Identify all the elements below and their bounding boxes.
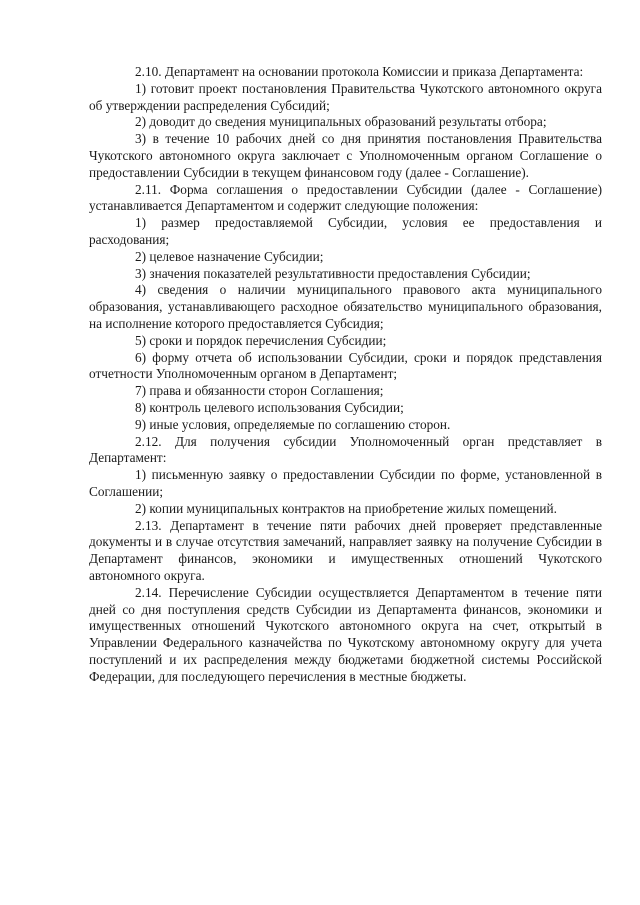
paragraph-2-11-item-3: 3) значения показателей результативности предоставления Субсидии; [135, 265, 531, 281]
paragraph-2-11-item-6: 6) форму отчета об использовании Субсидии, сроки и порядок представления отчетности Уполномоченным органом в Департамент; [89, 349, 602, 382]
document-page [89, 64, 602, 685]
paragraph-2-11-item-5: 5) сроки и порядок перечисления Субсидии; [135, 332, 387, 348]
paragraph-2-10-item-1: 1) готовит проект постановления Правительства Чукотского автономного округа об утверждении распределения Субсидий; [89, 80, 602, 113]
paragraph-2-11-item-4: 4) сведения о наличии муниципального правового акта муниципального образования, устанавливающего расходное обязательство муниципального образования, на исполнение которого предоставляется Субсидия; [89, 282, 602, 331]
paragraph-2-12-item-1: 1) письменную заявку о предоставлении Субсидии по форме, установленной в Соглашении; [89, 467, 602, 499]
paragraph-2-11: 2.11. Форма соглашения о предоставлении Субсидии (далее - Соглашение) устанавливается Департаментом и содержит следующие положения: [89, 181, 602, 214]
paragraph-2-10-item-3: 3) в течение 10 рабочих дней со дня принятия постановления Правительства Чукотского автономного округа заключает с Уполномоченным органом Соглашение о предоставлении Субсидии в текущем финансовом году (далее - Соглашение). [89, 131, 602, 180]
paragraph-2-11-item-2: 2) целевое назначение Субсидии; [135, 248, 324, 264]
paragraph-2-12-item-2: 2) копии муниципальных контрактов на приобретение жилых помещений. [135, 500, 557, 516]
paragraph-2-11-item-7: 7) права и обязанности сторон Соглашения; [135, 383, 384, 399]
paragraph-2-10-item-2: 2) доводит до сведения муниципальных образований результаты отбора; [135, 114, 547, 130]
paragraph-2-11-item-1: 1) размер предоставляемой Субсидии, условия ее предоставления и расходования; [89, 215, 602, 247]
paragraph-2-12: 2.12. Для получения субсидии Уполномоченный орган представляет в Департамент: [89, 433, 602, 466]
paragraph-2-13: 2.13. Департамент в течение пяти рабочих дней проверяет представленные документы и в случае отсутствия замечаний, направляет заявку на получение Субсидии в Департамент финансов, экономики и имущественных отношений Чукотского автономного округа. [89, 517, 602, 583]
paragraph-2-11-item-9: 9) иные условия, определяемые по соглашению сторон. [135, 416, 451, 432]
paragraph-2-11-item-8: 8) контроль целевого использования Субсидии; [135, 399, 404, 415]
paragraph-2-10: 2.10. Департамент на основании протокола Комиссии и приказа Департамента: [135, 64, 584, 79]
paragraph-2-14: 2.14. Перечисление Субсидии осуществляется Департаментом в течение пяти дней со дня поступления средств Субсидии из Департамента финансов, экономики и имущественных отношений Чукотского автономного округа на счет, открытый в Управлении Федерального казначейства по Чукотскому автономному округу для учета поступлений и их распределения между бюджетами бюджетной системы Российской Федерации, для последующего перечисления в местные бюджеты. [89, 584, 602, 684]
